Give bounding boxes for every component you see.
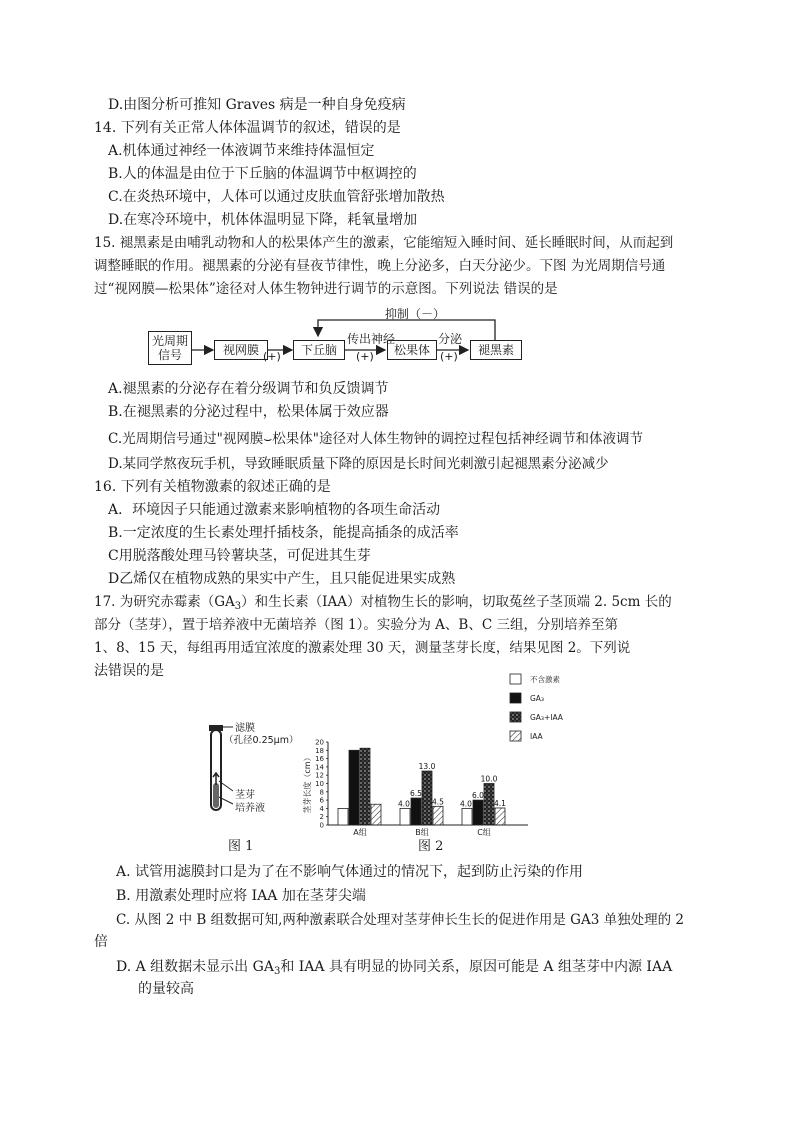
y-tick-label: 4	[319, 804, 324, 813]
q17-option-d-line-1	[116, 957, 672, 982]
bar-value-label: 10.0	[480, 774, 498, 784]
legend-label: GA₃+IAA	[530, 713, 563, 722]
y-tick-label: 18	[315, 746, 324, 755]
bar-value-label: 6.5	[410, 789, 422, 799]
box-melatonin: 褪黑素	[470, 340, 522, 360]
q15-stem-line-3: 过“视网膜—松果体”途径对人体生物钟进行调节的示意图。下列说法 错误的是	[94, 281, 558, 297]
inhibit-feedback-arrow	[318, 320, 495, 340]
legend-swatch	[510, 712, 521, 722]
inhibit-label: 抑制（－）	[385, 307, 446, 321]
q14-option-a: A.机体通过神经一体液调节来维持体温恒定	[108, 143, 375, 159]
q15-stem-line-2: 调整睡眠的作用。褪黑素的分泌有昼夜节律性，晚上分泌多，白天分泌少。下图 为光周期信号通	[94, 258, 666, 274]
q14-option-d: D.在寒冷环境中，机体体温明显下降，耗氧量增加	[108, 212, 418, 228]
bar	[400, 808, 410, 825]
bar	[360, 748, 370, 825]
q17-option-d-sub3: 3	[273, 966, 281, 977]
q17-option-a: A. 试管用滤膜封口是为了在不影响气体通过的情况下，起到防止污染的作用	[116, 864, 584, 880]
bar-value-label: 6.0	[472, 791, 484, 801]
q17-option-c-line-2: 倍	[94, 934, 108, 950]
box-photoperiod-line2: 信号	[157, 348, 182, 362]
q17-stem-1b: ）和生长素（IAA）对植物生长的影响，切取菟丝子茎顶端 2. 5cm 长的	[241, 594, 672, 610]
figure-2-caption: 图 2	[418, 839, 444, 854]
q15-stem-line-1: 15. 褪黑素是由哺乳动物和人的松果体产生的激素，它能缩短入睡时间、延长睡眠时间，从而起到	[94, 235, 674, 251]
plus-hypothalamus: (+)	[356, 350, 374, 363]
figure-1-caption: 图 1	[228, 839, 254, 854]
q16-option-b: B.一定浓度的生长素处理扦插枝条，能提高插条的成活率	[108, 525, 459, 541]
q14-stem: 14. 下列有关正常人体体温调节的叙述，错误的是	[94, 120, 401, 136]
filter-label: 滤膜	[235, 723, 255, 734]
medium-label: 培养液	[235, 803, 265, 814]
legend-swatch	[510, 731, 521, 741]
filter-membrane-cap	[209, 725, 223, 731]
q17-option-d-line-2: 的量较高	[138, 981, 194, 997]
box-photoperiod-signal	[148, 331, 192, 365]
q16-option-c: C用脱落酸处理马铃薯块茎，可促进其生芽	[108, 548, 371, 564]
y-tick-label: 0	[319, 821, 324, 830]
q17-stem-line-2: 部分（茎芽），置于培养液中无菌培养（图 1）。实验分为 A、B、C 三组，分别培养至第	[94, 617, 618, 633]
bar-value-label: 4.1	[494, 798, 506, 808]
q17-option-d-1a: D. A 组数据未显示出 GA	[116, 959, 274, 975]
bar	[433, 806, 443, 825]
bar-value-label: 4.0	[398, 799, 410, 809]
q14-option-b: B.人的体温是由位于下丘脑的体温调节中枢调控的	[108, 166, 417, 182]
bar	[371, 804, 381, 825]
bud-label: 茎芽	[235, 790, 255, 801]
bar	[473, 800, 483, 825]
bar	[495, 808, 505, 825]
legend-label: IAA	[530, 732, 543, 741]
y-tick-label: 16	[315, 755, 324, 764]
legend-label: 不含激素	[530, 675, 560, 684]
y-tick-label: 14	[315, 763, 324, 772]
box-pineal: 松果体	[387, 340, 437, 360]
label-efferent-nerve: 传出神经	[347, 332, 396, 346]
q16-option-a: A．环境因子只能通过激素来影响植物的各项生命活动	[108, 502, 441, 518]
q15-option-a: A.褪黑素的分泌存在着分级调节和负反馈调节	[108, 381, 389, 397]
q17-option-b: B. 用激素处理时应将 IAA 加在茎芽尖端	[116, 888, 366, 904]
q15-option-c: C.光周期信号通过"视网膜⌣松果体"途径对人体生物钟的调控过程包括神经调节和体液调节	[108, 431, 643, 447]
y-tick-label: 6	[319, 796, 324, 805]
q17-option-c-line-1: C. 从图 2 中 B 组数据可知,两种激素联合处理对茎芽伸长生长的促进作用是 GA3 单独处理的 2	[116, 912, 684, 928]
legend-swatch	[510, 693, 521, 703]
plus-retina: (+)	[263, 350, 281, 363]
y-tick-label: 10	[315, 780, 324, 788]
q17-stem-sub3: 3	[234, 601, 242, 612]
bar	[462, 808, 472, 825]
bar-value-label: 13.0	[418, 762, 436, 772]
bar	[411, 798, 421, 825]
bar-value-label: 4.0	[460, 799, 472, 809]
x-category-label: A组	[353, 828, 367, 837]
q13-option-d: D.由图分析可推知 Graves 病是一种自身免疫病	[108, 97, 406, 113]
q17-stem-line-4: 法错误的是	[94, 663, 164, 679]
q17-stem-line-1	[94, 592, 672, 617]
legend-label: GA₃	[530, 694, 544, 703]
bar-chart-svg	[300, 670, 563, 840]
q16-stem: 16. 下列有关植物激素的叙述正确的是	[94, 479, 331, 495]
bar	[422, 771, 432, 825]
plus-pineal: (+)	[440, 350, 458, 363]
q17-stem-1a: 17. 为研究赤霉素（GA	[94, 594, 235, 610]
legend-swatch	[510, 674, 521, 684]
y-tick-label: 2	[319, 813, 324, 822]
q14-option-c: C.在炎热环境中，人体可以通过皮肤血管舒张增加散热	[108, 189, 445, 205]
q17-stem-line-3: 1、8、15 天，每组再用适宜浓度的激素处理 30 天，测量茎芽长度，结果见图 2。下列说	[94, 640, 631, 656]
q17-option-d-1b: 和 IAA 具有明显的协同关系，原因可能是 A 组茎芽中内源 IAA	[280, 959, 673, 975]
x-category-label: B组	[415, 828, 429, 837]
bar	[349, 750, 359, 825]
box-photoperiod-line1: 光周期	[151, 334, 188, 348]
box-retina: 视网膜	[214, 340, 268, 360]
flow-arrows	[140, 300, 540, 375]
x-category-label: C组	[477, 828, 491, 837]
culture-medium	[213, 783, 219, 808]
bar-value-label: 4.5	[432, 797, 444, 807]
q15-option-b: B.在褪黑素的分泌过程中，松果体属于效应器	[108, 404, 389, 420]
q16-option-d: D乙烯仅在植物成熟的果实中产生，且只能促进果实成熟	[108, 571, 456, 587]
box-hypothalamus: 下丘脑	[293, 340, 345, 360]
bar	[484, 784, 494, 826]
label-secretion: 分泌	[438, 332, 463, 346]
y-tick-label: 8	[319, 788, 324, 797]
y-axis-label: 茎芽长度（cm）	[303, 753, 312, 814]
pore-size-label: （孔径0.25μm）	[224, 735, 299, 746]
y-tick-label: 20	[315, 738, 324, 747]
bar	[338, 808, 348, 825]
q15-option-d: D.某同学熬夜玩手机，导致睡眠质量下降的原因是长时间光刺激引起褪黑素分泌减少	[108, 456, 609, 472]
y-tick-label: 12	[315, 771, 324, 780]
